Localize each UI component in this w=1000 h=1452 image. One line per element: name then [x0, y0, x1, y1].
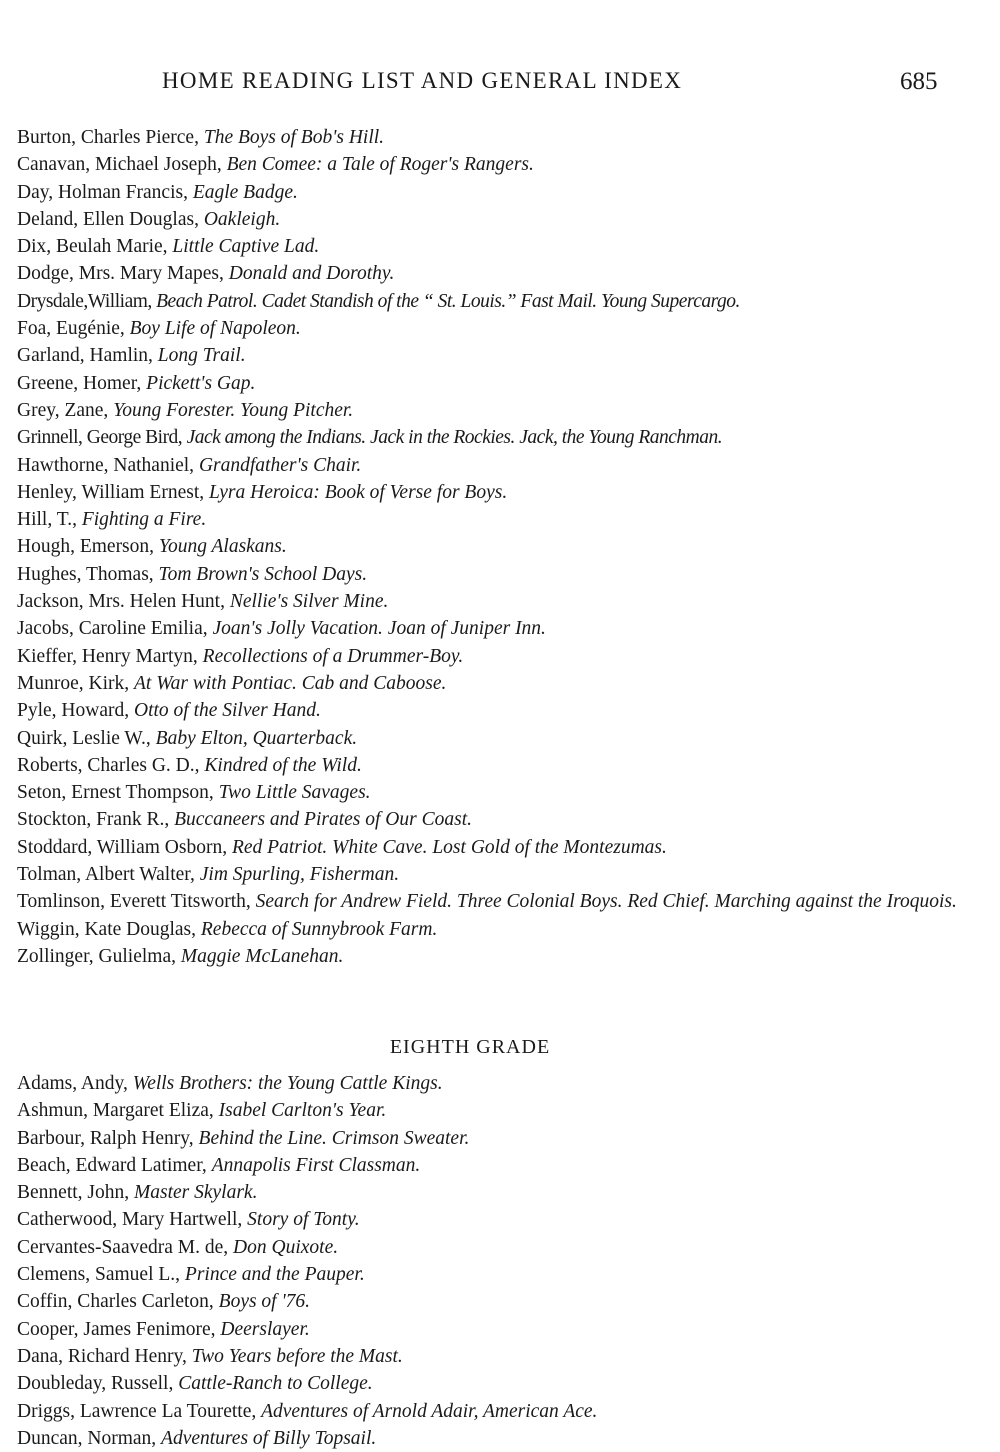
list-item	[17, 1261, 977, 1288]
entry-author: Stockton, Frank R.,	[17, 809, 170, 831]
entry-title: Kindred of the Wild.	[204, 754, 362, 776]
entry-author: Day, Holman Francis,	[17, 181, 188, 203]
entry-title: Isabel Carlton's Year.	[218, 1100, 387, 1122]
list-item	[17, 288, 977, 315]
entry-title: Ben Comee: a Tale of Roger's Rangers.	[226, 154, 534, 176]
list-item	[17, 834, 977, 861]
entry-author: Jackson, Mrs. Helen Hunt,	[17, 591, 225, 613]
entry-author: Cervantes-Saavedra M. de,	[17, 1236, 229, 1258]
list-item	[17, 260, 977, 287]
entry-title: Deerslayer.	[220, 1318, 310, 1340]
list-item	[17, 1234, 977, 1261]
list-item	[17, 588, 977, 615]
section-heading-eighth-grade: EIGHTH GRADE	[389, 1036, 551, 1058]
list-item	[17, 725, 977, 752]
entry-title: Rebecca of Sunnybrook Farm.	[200, 918, 438, 940]
list-item	[17, 1125, 977, 1152]
list-item	[17, 1097, 977, 1124]
entry-title: Young Forester. Young Pitcher.	[113, 399, 354, 421]
entry-title: Long Trail.	[157, 345, 246, 367]
list-item	[17, 643, 977, 670]
entry-title: Boys of '76.	[218, 1291, 311, 1313]
entry-title: Cattle-Ranch to College.	[178, 1373, 373, 1395]
entry-author: Roberts, Charles G. D.,	[17, 754, 200, 776]
entry-title: Two Years before the Mast.	[191, 1345, 403, 1367]
entry-title: Maggie McLanehan.	[180, 945, 344, 967]
entry-author: Doubleday, Russell,	[17, 1373, 174, 1395]
entry-title: Fighting a Fire.	[81, 509, 207, 531]
entry-author: Hawthorne, Nathaniel,	[17, 454, 195, 476]
list-item	[17, 1070, 977, 1097]
list-item	[17, 397, 977, 424]
entry-title: Boy Life of Napoleon.	[129, 318, 301, 340]
entry-author: Adams, Andy,	[17, 1073, 128, 1094]
entry-author: Grinnell, George Bird,	[17, 427, 183, 449]
entry-author: Munroe, Kirk,	[17, 672, 130, 694]
entry-title: Wells Brothers: the Young Cattle Kings.	[132, 1073, 443, 1094]
list-item	[17, 506, 977, 533]
list-item	[17, 752, 977, 779]
list-item	[17, 315, 977, 342]
entry-title: Oakleigh.	[203, 208, 281, 230]
list-item	[17, 424, 977, 451]
entry-author: Garland, Hamlin,	[17, 345, 153, 367]
entry-title: Joan's Jolly Vacation. Joan of Juniper Inn.	[212, 618, 546, 640]
page-number: 685	[900, 68, 938, 95]
entry-title: Jim Spurling, Fisherman.	[199, 864, 400, 886]
entry-author: Deland, Ellen Douglas,	[17, 208, 199, 230]
list-item	[17, 1343, 977, 1370]
entry-title: Behind the Line. Crimson Sweater.	[198, 1127, 470, 1149]
entry-title: Story of Tonty.	[247, 1209, 360, 1231]
list-item	[17, 943, 977, 970]
entry-author: Canavan, Michael Joseph,	[17, 154, 222, 176]
list-item	[17, 151, 977, 178]
entry-author: Pyle, Howard,	[17, 700, 130, 722]
entry-author: Duncan, Norman,	[17, 1427, 157, 1449]
list-item	[17, 670, 977, 697]
entry-author: Stoddard, William Osborn,	[17, 836, 228, 858]
entry-author: Bennett, John,	[17, 1182, 130, 1204]
entry-author: Dodge, Mrs. Mary Mapes,	[17, 263, 224, 285]
list-item	[17, 806, 977, 833]
list-item	[17, 233, 977, 260]
reading-list-seventh-grade	[17, 124, 977, 970]
entry-author: Zollinger, Gulielma,	[17, 945, 176, 967]
entry-author: Barbour, Ralph Henry,	[17, 1127, 194, 1149]
entry-title: Don Quixote.	[233, 1236, 339, 1258]
entry-author: Tomlinson, Everett Titsworth,	[17, 891, 251, 913]
entry-title: Baby Elton, Quarterback.	[155, 727, 358, 749]
entry-title: Donald and Dorothy.	[228, 263, 395, 285]
entry-title: Two Little Savages.	[218, 782, 371, 804]
list-item	[17, 370, 977, 397]
entry-title: Lyra Heroica: Book of Verse for Boys.	[209, 481, 508, 503]
entry-title: The Boys of Bob's Hill.	[203, 127, 385, 148]
entry-author: Seton, Ernest Thompson,	[17, 782, 214, 804]
entry-title: Beach Patrol. Cadet Standish of the “ St. Louis.” Fast Mail. Young Supercargo.	[156, 290, 740, 312]
entry-title: Annapolis First Classman.	[211, 1154, 421, 1176]
list-item	[17, 561, 977, 588]
list-item	[17, 697, 977, 724]
entry-author: Hughes, Thomas,	[17, 563, 154, 585]
entry-author: Hough, Emerson,	[17, 536, 155, 558]
entry-author: Clemens, Samuel L.,	[17, 1264, 181, 1286]
entry-title: Buccaneers and Pirates of Our Coast.	[174, 809, 472, 831]
entry-title: Red Patriot. White Cave. Lost Gold of the Montezumas.	[231, 836, 667, 858]
entry-author: Foa, Eugénie,	[17, 318, 125, 340]
entry-author: Wiggin, Kate Douglas,	[17, 918, 197, 940]
entry-title: Tom Brown's School Days.	[158, 563, 368, 585]
entry-author: Tolman, Albert Walter,	[17, 864, 195, 886]
entry-title: Adventures of Arnold Adair, American Ace.	[261, 1400, 598, 1422]
list-item	[17, 452, 977, 479]
entry-author: Grey, Zane,	[17, 399, 109, 421]
entry-author: Henley, William Ernest,	[17, 481, 205, 503]
entry-author: Burton, Charles Pierce,	[17, 127, 199, 148]
list-item	[17, 1206, 977, 1233]
entry-title: Eagle Badge.	[192, 181, 298, 203]
entry-author: Coffin, Charles Carleton,	[17, 1291, 214, 1313]
list-item	[17, 1179, 977, 1206]
page-header	[0, 68, 1000, 102]
entry-title: Otto of the Silver Hand.	[133, 700, 321, 722]
entry-author: Driggs, Lawrence La Tourette,	[17, 1400, 257, 1422]
entry-author: Kieffer, Henry Martyn,	[17, 645, 198, 667]
entry-title: Recollections of a Drummer-Boy.	[202, 645, 464, 667]
entry-author: Quirk, Leslie W.,	[17, 727, 151, 749]
list-item	[17, 533, 977, 560]
entry-title: Adventures of Billy Topsail.	[161, 1427, 377, 1449]
entry-title: Pickett's Gap.	[146, 372, 256, 394]
list-item	[17, 1398, 977, 1425]
list-item	[17, 1288, 977, 1315]
reading-list-eighth-grade	[17, 1070, 977, 1452]
list-item	[17, 206, 977, 233]
list-item	[17, 888, 977, 915]
list-item	[17, 779, 977, 806]
entry-title: At War with Pontiac. Cab and Caboose.	[133, 672, 447, 694]
list-item	[17, 124, 977, 151]
entry-title: Master Skylark.	[134, 1182, 258, 1204]
entry-author: Greene, Homer,	[17, 372, 142, 394]
list-item	[17, 179, 977, 206]
entry-title: Jack among the Indians. Jack in the Rockies. Jack, the Young Ranchman.	[186, 427, 723, 449]
list-item	[17, 916, 977, 943]
entry-title: Grandfather's Chair.	[198, 454, 362, 476]
entry-author: Cooper, James Fenimore,	[17, 1318, 216, 1340]
entry-author: Hill, T.,	[17, 509, 77, 531]
list-item	[17, 1152, 977, 1179]
entry-author: Drysdale,William,	[17, 290, 152, 312]
entry-author: Jacobs, Caroline Emilia,	[17, 618, 208, 640]
entry-title: Little Captive Lad.	[172, 236, 320, 258]
list-item	[17, 861, 977, 888]
list-item	[17, 342, 977, 369]
entry-author: Beach, Edward Latimer,	[17, 1154, 207, 1176]
entry-author: Dix, Beulah Marie,	[17, 236, 168, 258]
list-item	[17, 1316, 977, 1343]
entry-author: Ashmun, Margaret Eliza,	[17, 1100, 214, 1122]
list-item	[17, 479, 977, 506]
entry-title: Nellie's Silver Mine.	[229, 591, 389, 613]
entry-author: Dana, Richard Henry,	[17, 1345, 187, 1367]
running-head: HOME READING LIST AND GENERAL INDEX	[162, 68, 683, 93]
list-item	[17, 615, 977, 642]
entry-title: Search for Andrew Field. Three Colonial Boys. Red Chief. Marching against the Iroquois.	[255, 891, 957, 913]
list-item	[17, 1370, 977, 1397]
entry-title: Young Alaskans.	[158, 536, 287, 558]
entry-title: Prince and the Pauper.	[184, 1264, 365, 1286]
entry-author: Catherwood, Mary Hartwell,	[17, 1209, 243, 1231]
